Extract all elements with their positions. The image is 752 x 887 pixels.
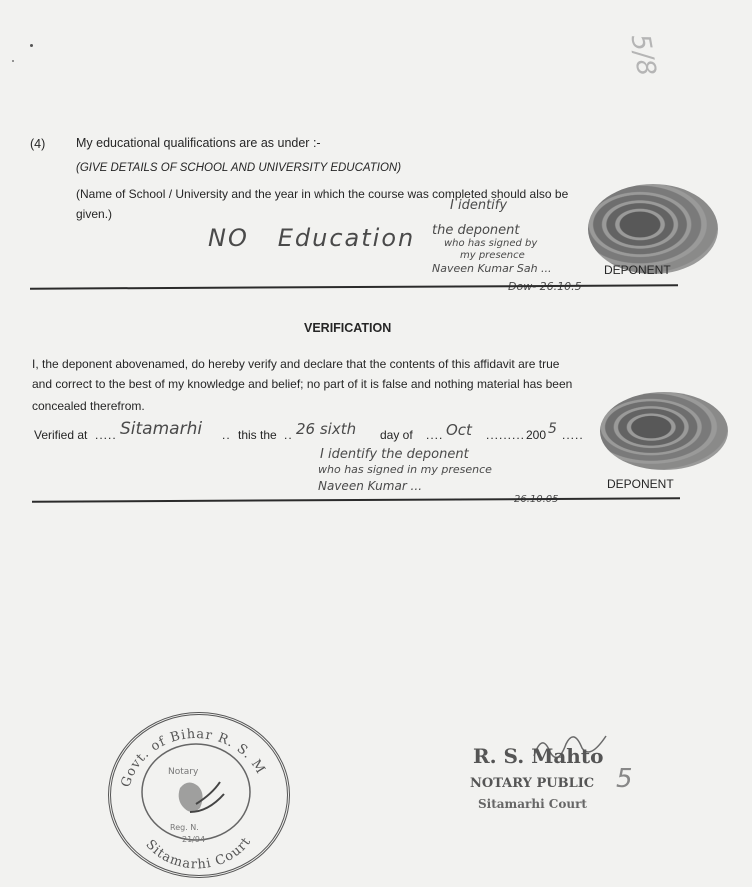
dotted-fill: .. [284, 428, 293, 442]
attestation-line: my presence [460, 250, 525, 261]
seal-reg-number: 21/94 [182, 835, 206, 844]
section-number: (4) [30, 137, 46, 151]
thumb-impression [588, 184, 718, 274]
deponent-label: DEPONENT [607, 477, 674, 491]
notary-court: Sitamarhi Court [478, 797, 587, 811]
verification-title: VERIFICATION [304, 321, 392, 335]
dotted-fill: ......... [486, 428, 526, 442]
verified-month: Oct [446, 421, 472, 439]
this-the-label: this the [238, 428, 277, 442]
signature-rule [32, 497, 680, 502]
dotted-fill: .... [426, 428, 444, 442]
verified-year: 5 [548, 421, 557, 437]
seal-inner-text: Notary [168, 767, 199, 777]
seal-outer-text: Govt. of Bihar R. S. M [118, 726, 269, 790]
notary-name: R. S. Mahto [473, 744, 604, 768]
seal-bottom-text: Sitamarhi Court [142, 834, 255, 872]
verification-line3: concealed therefrom. [32, 399, 145, 413]
verified-place: Sitamarhi [120, 419, 203, 439]
notary-handwritten: 5 [616, 764, 633, 794]
verified-day: 26 sixth [296, 420, 357, 438]
deponent-label: DEPONENT [604, 263, 671, 277]
attestation-line: Naveen Kumar Sah ... [432, 262, 552, 275]
day-of-label: day of [380, 428, 413, 442]
court-seal [108, 712, 290, 878]
margin-note: 5/8 [624, 31, 662, 79]
attestation-line: Naveen Kumar ... [318, 479, 423, 493]
section-note-line1: (Name of School / University and the year in which the course was completed should also be [76, 187, 569, 201]
paper-speck [12, 60, 14, 62]
attestation-line: who has signed in my presence [318, 463, 492, 476]
dotted-fill: .. [222, 428, 231, 442]
verification-line2: and correct to the best of my knowledge and belief; no part of it is false and nothing material has been [32, 377, 573, 391]
year-prefix: 200 [526, 428, 547, 442]
verification-line1: I, the deponent abovenamed, do hereby verify and declare that the contents of this affidavit are true [32, 357, 560, 371]
attestation-line: who has signed by [444, 238, 538, 249]
seal-reg-label: Reg. N. [170, 823, 199, 832]
dotted-fill: ..... [95, 428, 117, 442]
paper-speck [30, 44, 33, 47]
section-instruction: (GIVE DETAILS OF SCHOOL AND UNIVERSITY EDUCATION) [76, 162, 402, 174]
seal-emblem [179, 782, 224, 812]
thumb-impression [600, 392, 728, 470]
attestation-line: the deponent [432, 223, 520, 238]
attestation-line: I identify the deponent [320, 447, 469, 462]
attestation-line: I identify [450, 198, 508, 213]
notary-title: NOTARY PUBLIC [470, 776, 595, 791]
svg-text:Govt. of Bihar R. S. M [119, 727, 268, 789]
dotted-fill: ..... [562, 428, 584, 442]
section-note-line2: given.) [76, 207, 113, 221]
verified-at-label: Verified at [34, 428, 88, 442]
education-answer: NO Education [208, 224, 416, 252]
section-heading: My educational qualifications are as under :- [76, 136, 321, 150]
